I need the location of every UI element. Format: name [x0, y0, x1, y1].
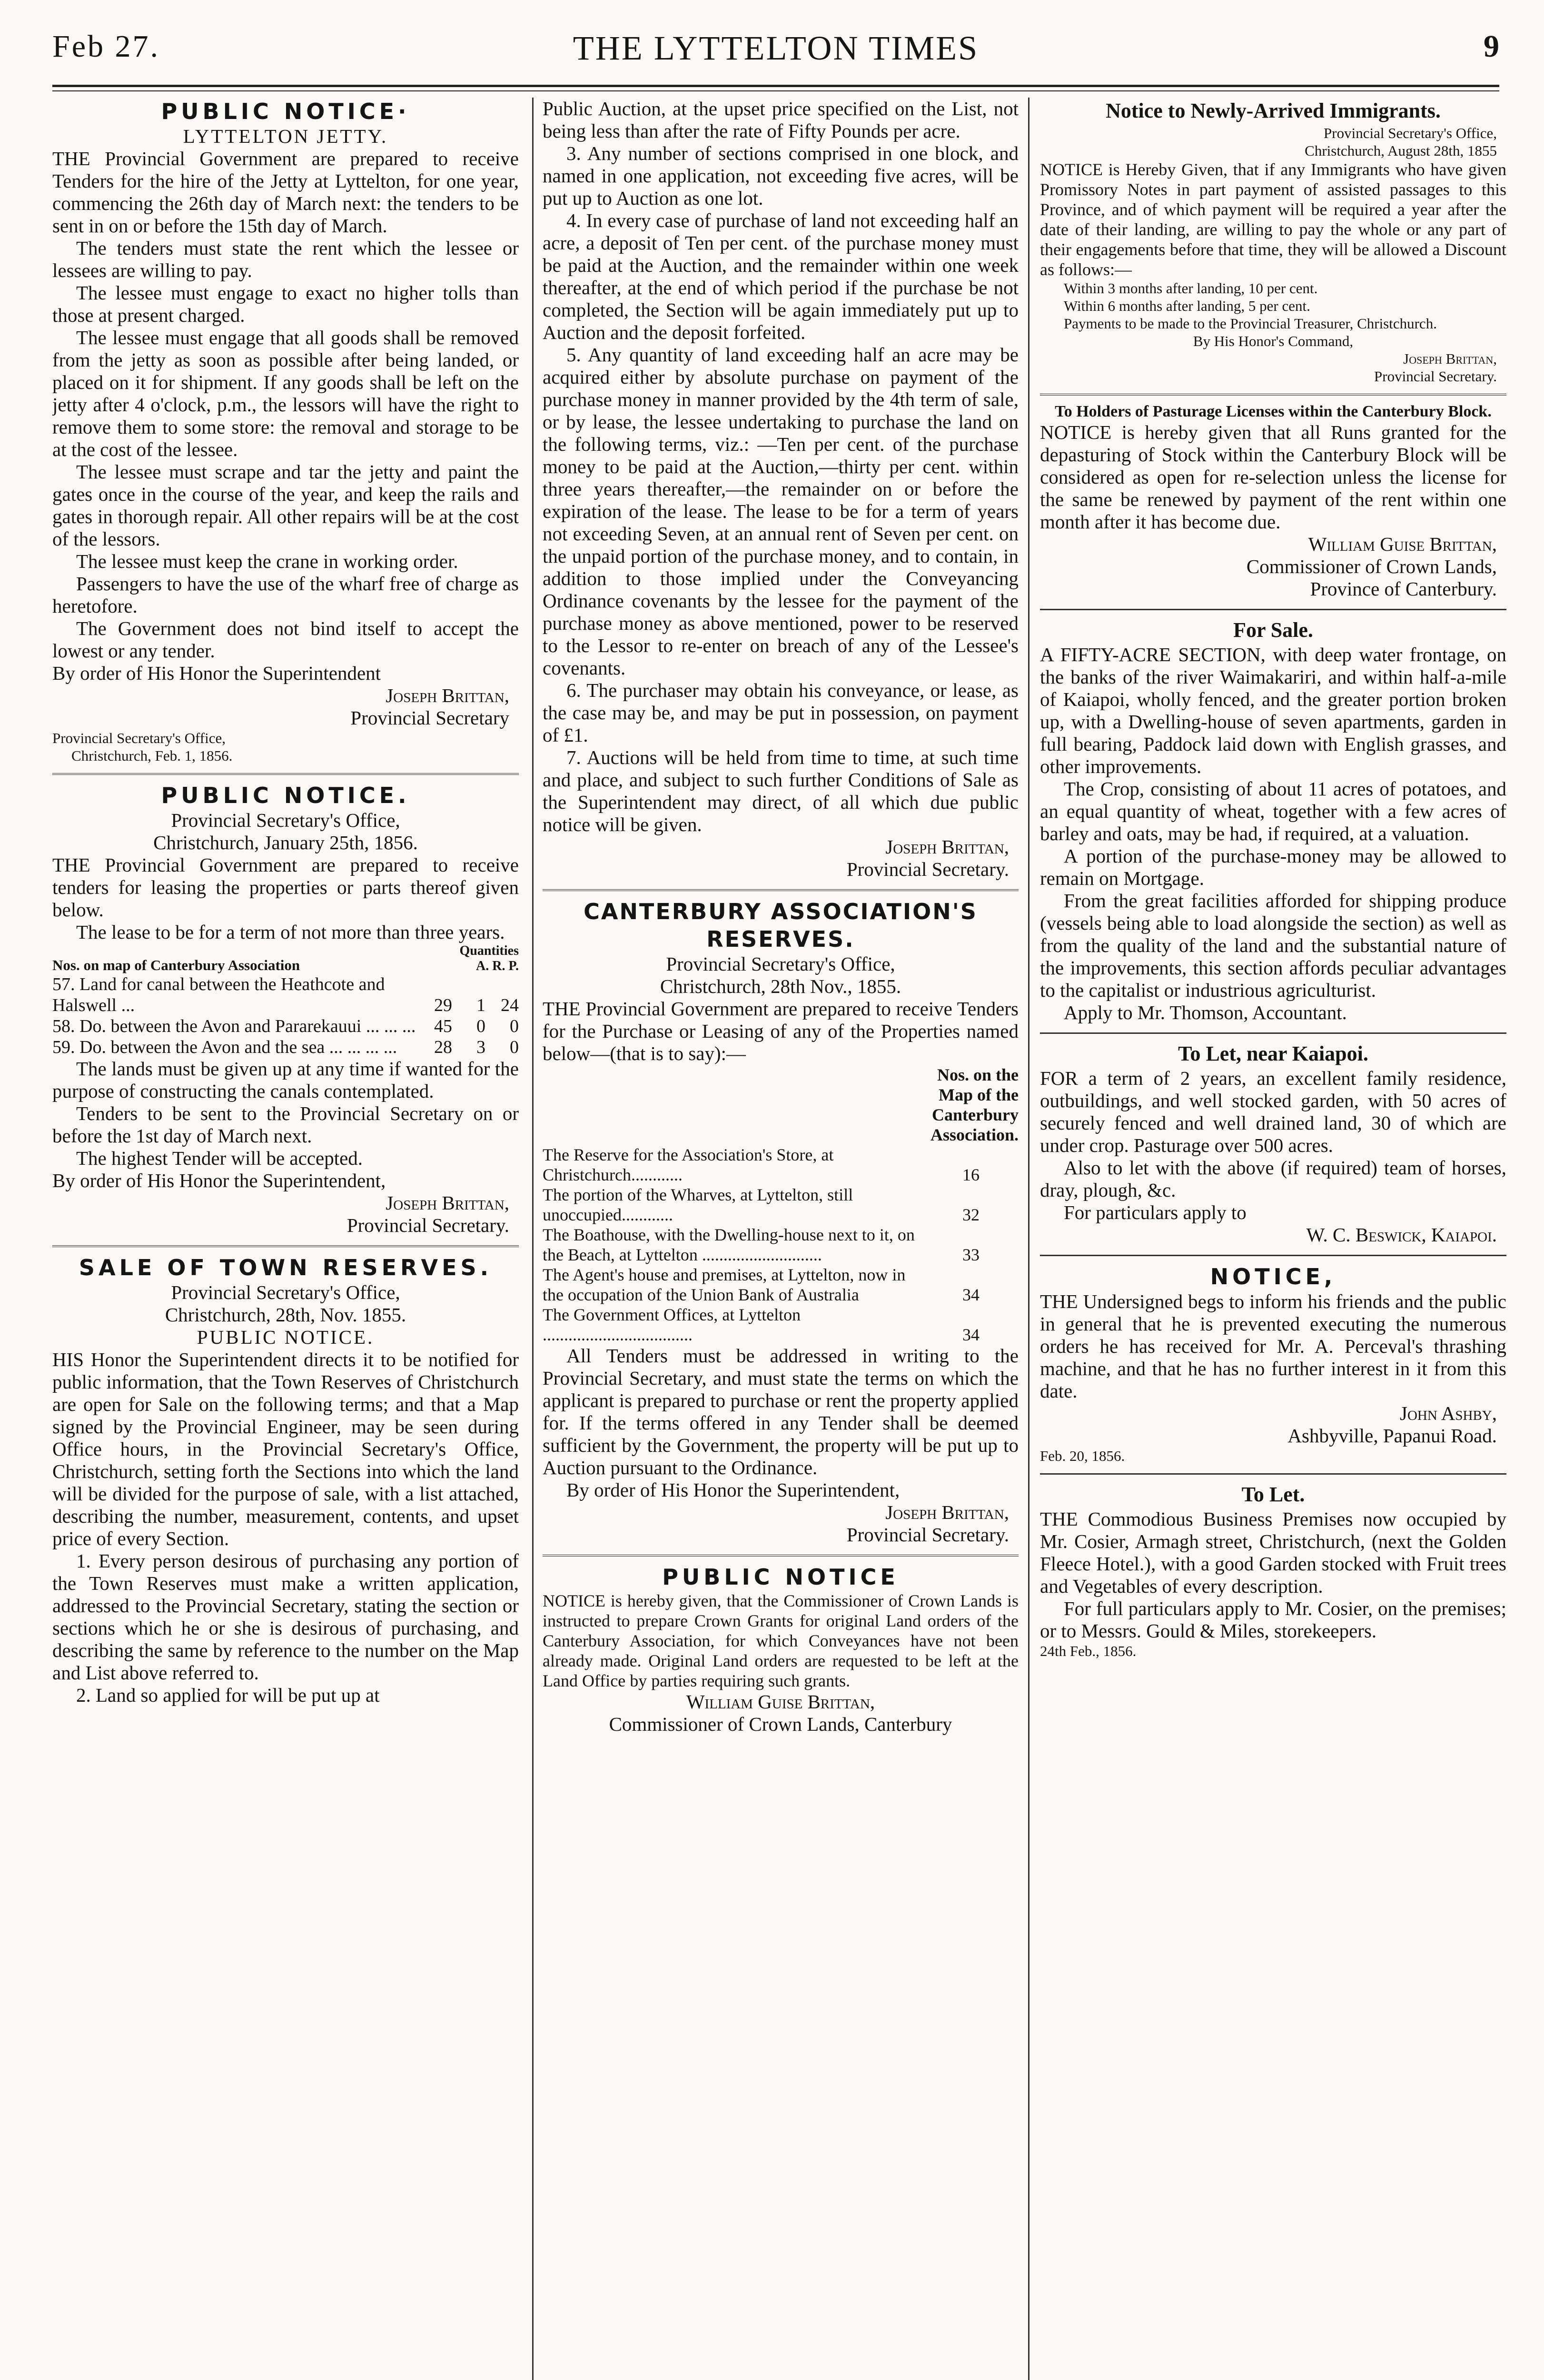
- separator: [1040, 609, 1506, 610]
- discount-line: Within 3 months after landing, 10 per cent.: [1064, 280, 1318, 297]
- roods: 3: [476, 1037, 485, 1057]
- row-desc: The Agent's house and premises, at Lyttelton, now in the occupation of the Union Bank of Australia: [543, 1265, 906, 1304]
- notice-paragraph: THE Undersigned begs to inform his friends and the public in general that he is prevented executing the numerous orders he has received for Mr. A. Perceval's thrashing machine, and that he has no further interest in it from this date.: [1040, 1290, 1506, 1402]
- notice-heading: PUBLIC NOTICE: [662, 1564, 899, 1590]
- separator: [1040, 1032, 1506, 1034]
- units-label: A. R. P.: [476, 959, 519, 973]
- row-number: 57.: [52, 974, 75, 994]
- footer-office: Provincial Secretary's Office,: [52, 730, 226, 746]
- notice-paragraph: THE Provincial Government are prepared to receive Tenders for the Purchase or Leasing of any of the Properties named below—(that is to say):—: [543, 998, 1019, 1064]
- row-number: 34: [962, 1285, 980, 1304]
- date-line: 24th Feb., 1856.: [1040, 1643, 1137, 1659]
- notice-paragraph: THE Provincial Government are prepared to receive Tenders for the hire of the Jetty at Lyttelton, for one year, commencing the 26th day of March next: the tenders to be sent in on or before the 15th day of March.: [52, 148, 519, 237]
- row-desc: The Reserve for the Association's Store, at Christchurch............: [543, 1145, 834, 1184]
- newspaper-title: THE LYTTELTON TIMES: [573, 29, 979, 67]
- office-line: Provincial Secretary's Office,: [171, 1281, 400, 1303]
- notice-paragraph: Payments to be made to the Provincial Treasurer, Christchurch.: [1064, 315, 1437, 332]
- signature-title: Provincial Secretary.: [846, 1524, 1009, 1546]
- notice-paragraph: The Crop, consisting of about 11 acres of potatoes, and an equal quantity of wheat, together with a few acres of barley and oats, may be had, if required, at a valuation.: [1040, 778, 1506, 844]
- row-number: 34: [962, 1325, 980, 1344]
- acres: 29: [434, 995, 452, 1015]
- issue-date: Feb 27.: [52, 29, 160, 64]
- column-3: [1040, 98, 1506, 2380]
- signature-name: Joseph Brittan,: [885, 1501, 1009, 1523]
- office-line: Provincial Secretary's Office,: [666, 953, 895, 975]
- notice-paragraph: A FIFTY-ACRE SECTION, with deep water frontage, on the banks of the river Waimakariri, and within half-a-mile of Kaiapoi, wholly fenced, and the greater portion broken up, with a Dwelling-house of seven apartments, garden in full bearing, Paddock laid down with English grasses, and other improvements.: [1040, 644, 1506, 777]
- lease-table: [52, 943, 519, 1058]
- notice-paragraph: The lessee must keep the crane in working order.: [76, 550, 458, 572]
- separator: [52, 1245, 519, 1247]
- order-line: By order of His Honor the Superintendent,: [52, 1170, 386, 1191]
- row-number: 59.: [52, 1037, 75, 1057]
- notice-paragraph: Public Auction, at the upset price specified on the List, not being less than after the rate of Fifty Pounds per acre.: [543, 98, 1019, 142]
- notice-paragraph: THE Provincial Government are prepared to receive tenders for leasing the properties or parts thereof given below.: [52, 854, 519, 921]
- separator: [52, 773, 519, 775]
- notice-paragraph: THE Commodious Business Premises now occupied by Mr. Cosier, Armagh street, Christchurch, (next the Golden Fleece Hotel.), with a good Garden stocked with Fruit trees and Vegetables of every description.: [1040, 1508, 1506, 1597]
- notice-heading: To Holders of Pasturage Licenses within the Canterbury Block.: [1055, 403, 1492, 420]
- masthead-rule-thin: [52, 90, 1499, 91]
- notice-paragraph: Also to let with the above (if required) team of horses, dray, plough, &c.: [1040, 1157, 1506, 1201]
- notice-heading: SALE OF TOWN RESERVES.: [79, 1255, 493, 1280]
- notice-paragraph: The tenders must state the rent which the lessee or lessees are willing to pay.: [52, 237, 519, 281]
- table-row: [52, 1016, 519, 1037]
- separator: [543, 889, 1019, 891]
- notice-subheading: PUBLIC NOTICE.: [197, 1326, 375, 1348]
- discount-line: Within 6 months after landing, 5 per cent.: [1064, 298, 1310, 314]
- notice-paragraph: NOTICE is hereby given, that the Commissioner of Crown Lands is instructed to prepare Crown Grants for original Land orders of the Canterbury Association, for which Conveyances have not been already made. Original Land orders are requested to be left at the Land Office by parties requiring such grants.: [543, 1591, 1019, 1690]
- table-row: [543, 1185, 1019, 1225]
- reserves-table: [543, 1065, 1019, 1345]
- table-row: [52, 1037, 519, 1058]
- notice-paragraph: The lessee must engage that all goods shall be removed from the jetty as soon as possible after being landed, or placed on it for shipment. If any goods shall be left on the jetty after 4 o'clock, p.m., the lessors will have the right to remove them to some store: the removal and storage to be at the cost of the lessee.: [52, 327, 519, 460]
- signature-title: Commissioner of Crown Lands,: [1246, 555, 1497, 577]
- notice-paragraph: NOTICE is Hereby Given, that if any Immigrants who have given Promissory Notes in part payment of assisted passages to this Province, and of which payment will be required a year after the date of their landing, are willing to pay the whole or any part of their engagements before that time, they will be allowed a Discount as follows:—: [1040, 160, 1506, 279]
- row-number: 32: [962, 1205, 980, 1224]
- row-desc: Do. between the Avon and Pararekauui ... ... ...: [79, 1016, 416, 1036]
- roods: 1: [476, 995, 485, 1015]
- notice-paragraph: 1. Every person desirous of purchasing any portion of the Town Reserves must make a written application, addressed to the Provincial Secretary, stating the section or sections which he or she is desirous of purchasing, and describing the same by reference to the number on the Map and List above referred to.: [52, 1550, 519, 1684]
- notice-paragraph: NOTICE is hereby given that all Runs granted for the depasturing of Stock within the Canterbury Block will be considered as open for re-selection unless the license for the same be renewed by payment of the rent within one month after it has become due.: [1040, 421, 1506, 533]
- notice-paragraph: HIS Honor the Superintendent directs it to be notified for public information, that the Town Reserves of Christchurch are open for Sale on the following terms; and that a Map signed by the Provincial Engineer, may be seen during Office hours, in the Provincial Secretary's Office, Christchurch, setting forth the Sections into which the land will be divided for the purpose of sale, with a list attached, describing the number, measurement, contents, and upset price of every Section.: [52, 1349, 519, 1549]
- signature-name: Joseph Brittan,: [386, 684, 509, 706]
- notice-paragraph: The highest Tender will be accepted.: [76, 1147, 363, 1169]
- notice-heading: Notice to Newly-Arrived Immigrants.: [1106, 99, 1441, 122]
- signature-name: W. C. Beswick, Kaiapoi.: [1306, 1224, 1497, 1246]
- table-row: [543, 1265, 1019, 1305]
- notice-paragraph: The Government does not bind itself to accept the lowest or any tender.: [52, 617, 519, 662]
- row-desc: Do. between the Avon and the sea ... ... ... ...: [79, 1037, 397, 1057]
- date-line: Feb. 20, 1856.: [1040, 1448, 1125, 1464]
- date-line: Christchurch, 28th, Nov. 1855.: [165, 1304, 406, 1326]
- footer-date: Christchurch, Feb. 1, 1856.: [71, 747, 233, 764]
- row-desc: The Boathouse, with the Dwelling-house next to it, on the Beach, at Lyttelton ............................: [543, 1225, 915, 1264]
- notice-paragraph: Tenders to be sent to the Provincial Secretary on or before the 1st day of March next.: [52, 1102, 519, 1147]
- roods: 0: [476, 1016, 485, 1036]
- perches: 24: [501, 995, 519, 1015]
- perches: 0: [510, 1037, 519, 1057]
- notice-paragraph: 3. Any number of sections comprised in one block, and named in one application, not exceeding five acres, will be put up to Auction as one lot.: [543, 142, 1019, 209]
- signature-name: Joseph Brittan,: [1403, 350, 1497, 367]
- table-row: [543, 1145, 1019, 1185]
- signature-address: Ashbyville, Papanui Road.: [1287, 1425, 1497, 1447]
- order-line: By His Honor's Command,: [1193, 333, 1354, 349]
- acres: 28: [434, 1037, 452, 1057]
- notice-paragraph: Passengers to have the use of the wharf free of charge as heretofore.: [52, 573, 519, 617]
- signature-name: Joseph Brittan,: [386, 1192, 509, 1214]
- notice-paragraph: The lessee must engage to exact no higher tolls than those at present charged.: [52, 282, 519, 326]
- signature-title: Commissioner of Crown Lands, Canterbury: [609, 1713, 952, 1735]
- notice-paragraph: 2. Land so applied for will be put up at: [76, 1684, 380, 1706]
- signature-title: Provincial Secretary.: [1374, 368, 1497, 385]
- separator: [1040, 394, 1506, 396]
- row-desc: Land for canal between the Heathcote and Halswell ...: [52, 974, 385, 1015]
- notice-heading: To Let, near Kaiapoi.: [1178, 1042, 1368, 1065]
- acres: 45: [434, 1016, 452, 1036]
- separator: [1040, 1473, 1506, 1475]
- notice-paragraph: All Tenders must be addressed in writing to the Provincial Secretary, and must state the terms on which the applicant is prepared to purchase or rent the property applied for. If the terms offered in any Tender shall be deemed sufficient by the Government, the property will be put up to Auction pursuant to the Ordinance.: [543, 1345, 1019, 1478]
- notice-paragraph: 5. Any quantity of land exceeding half an acre may be acquired either by absolute purchase on payment of the purchase money in manner provided by the 4th term of sale, or by lease, the lessee undertaking to purchase the land on the following terms, viz.: —Ten per cent. of the purchase money to be paid at the Auction,—thirty per cent. within three years thereafter,—the remainder on or before the expiration of the lease. The lease to be for a term of years not exceeding Seven, at an annual rent of Seven per cent. on the unpaid portion of the purchase money, and to contain, in addition to those implied under the Conveyancing Ordinance covenants by the lessee for the payment of the purchase money as above mentioned, power to be reserved to the Lessor to re-enter on breach of any of the Lessee's covenants.: [543, 344, 1019, 679]
- table-cell: [52, 1016, 419, 1037]
- signature-name: William Guise Brittan,: [686, 1691, 875, 1713]
- date-line: Christchurch, 28th Nov., 1855.: [660, 975, 901, 997]
- quantities-label: Quantities: [459, 943, 519, 958]
- notice-heading: PUBLIC NOTICE.: [161, 783, 410, 808]
- table-cell: [52, 1037, 419, 1058]
- date-line: Christchurch, January 25th, 1856.: [153, 832, 418, 853]
- notice-paragraph: FOR a term of 2 years, an excellent family residence, outbuildings, and well stocked garden, with 50 acres of securely fenced and well drained land, 30 of which are under crop. Pasturage over 500 acres.: [1040, 1067, 1506, 1156]
- signature-title: Provincial Secretary: [350, 707, 509, 729]
- row-desc: The Government Offices, at Lyttelton ...................................: [543, 1305, 801, 1344]
- office-line: Provincial Secretary's Office,: [1324, 125, 1497, 141]
- table-row: [52, 974, 519, 1016]
- table-head: Nos. on map of Canterbury Association: [52, 957, 300, 973]
- table-cell: [52, 974, 419, 1016]
- masthead-rule: [52, 85, 1499, 87]
- notice-paragraph: 4. In every case of purchase of land not exceeding half an acre, a deposit of Ten per cent. of the purchase money must be paid at the Auction, and the remainder within one week thereafter, at the end of which period if the purchase be not completed, the Section will be again immediately put up to Auction and the deposit forfeited.: [543, 209, 1019, 343]
- notice-paragraph: 6. The purchaser may obtain his conveyance, or lease, as the case may be, and may be put in possession, on payment of £1.: [543, 679, 1019, 746]
- order-line: By order of His Honor the Superintendent: [52, 662, 381, 684]
- signature-title: Province of Canterbury.: [1310, 578, 1497, 600]
- notice-paragraph: For full particulars apply to Mr. Cosier, on the premises; or to Messrs. Gould & Miles, storekeepers.: [1040, 1597, 1506, 1642]
- signature-title: Provincial Secretary.: [346, 1214, 509, 1236]
- column-divider: [532, 98, 534, 2380]
- column-2: [543, 98, 1019, 2380]
- row-number: 16: [962, 1165, 980, 1184]
- table-row: [543, 1305, 1019, 1345]
- table-head: [419, 943, 519, 974]
- notice-heading: CANTERBURY ASSOCIATION'S RESERVES.: [584, 899, 978, 952]
- signature-name: Joseph Brittan,: [885, 836, 1009, 858]
- notice-paragraph: For particulars apply to: [1064, 1201, 1247, 1223]
- signature-title: Provincial Secretary.: [846, 858, 1009, 880]
- separator: [1040, 1255, 1506, 1256]
- date-line: Christchurch, August 28th, 1855: [1305, 142, 1497, 159]
- page-number: 9: [1484, 29, 1499, 64]
- signature-name: William Guise Brittan,: [1308, 533, 1497, 555]
- notice-paragraph: 7. Auctions will be held from time to time, at such time and place, and subject to such further Conditions of Sale as the Superintendent may direct, of all which due public notice will be given.: [543, 746, 1019, 835]
- masthead: [52, 29, 1499, 76]
- notice-paragraph: The lessee must scrape and tar the jetty and paint the gates once in the course of the year, and keep the rails and gates in thorough repair. All other repairs will be at the cost of the lessors.: [52, 461, 519, 550]
- notice-paragraph: A portion of the purchase-money may be allowed to remain on Mortgage.: [1040, 845, 1506, 889]
- notice-paragraph: From the great facilities afforded for shipping produce (vessels being able to load alongside the section) as well as from the quality of the land and the substantial nature of the improvements, this section affords peculiar advantages to the capitalist or industrious agriculturist.: [1040, 890, 1506, 1001]
- notice-paragraph: The lands must be given up at any time if wanted for the purpose of constructing the canals contemplated.: [52, 1058, 519, 1102]
- order-line: By order of His Honor the Superintendent,: [566, 1479, 900, 1501]
- row-number: 33: [962, 1245, 980, 1264]
- signature-name: John Ashby,: [1400, 1402, 1497, 1424]
- office-line: Provincial Secretary's Office,: [171, 809, 400, 831]
- table-row: [543, 1225, 1019, 1265]
- notice-subheading: LYTTELTON JETTY.: [183, 125, 388, 147]
- table-head: Nos. on the Map of the Canterbury Association.: [930, 1065, 1019, 1144]
- notice-paragraph: The lease to be for a term of not more than three years.: [76, 921, 505, 943]
- column-divider: [1028, 98, 1029, 2380]
- separator: [543, 1555, 1019, 1557]
- notice-heading: NOTICE,: [1210, 1264, 1336, 1289]
- row-desc: The portion of the Wharves, at Lyttelton, still unoccupied............: [543, 1185, 853, 1224]
- notice-heading: PUBLIC NOTICE·: [161, 99, 410, 124]
- perches: 0: [510, 1016, 519, 1036]
- notice-heading: For Sale.: [1233, 618, 1313, 642]
- notice-heading: To Let.: [1241, 1483, 1305, 1506]
- apply-line: Apply to Mr. Thomson, Accountant.: [1064, 1002, 1347, 1023]
- row-number: 58.: [52, 1016, 75, 1036]
- column-1: [52, 98, 519, 2380]
